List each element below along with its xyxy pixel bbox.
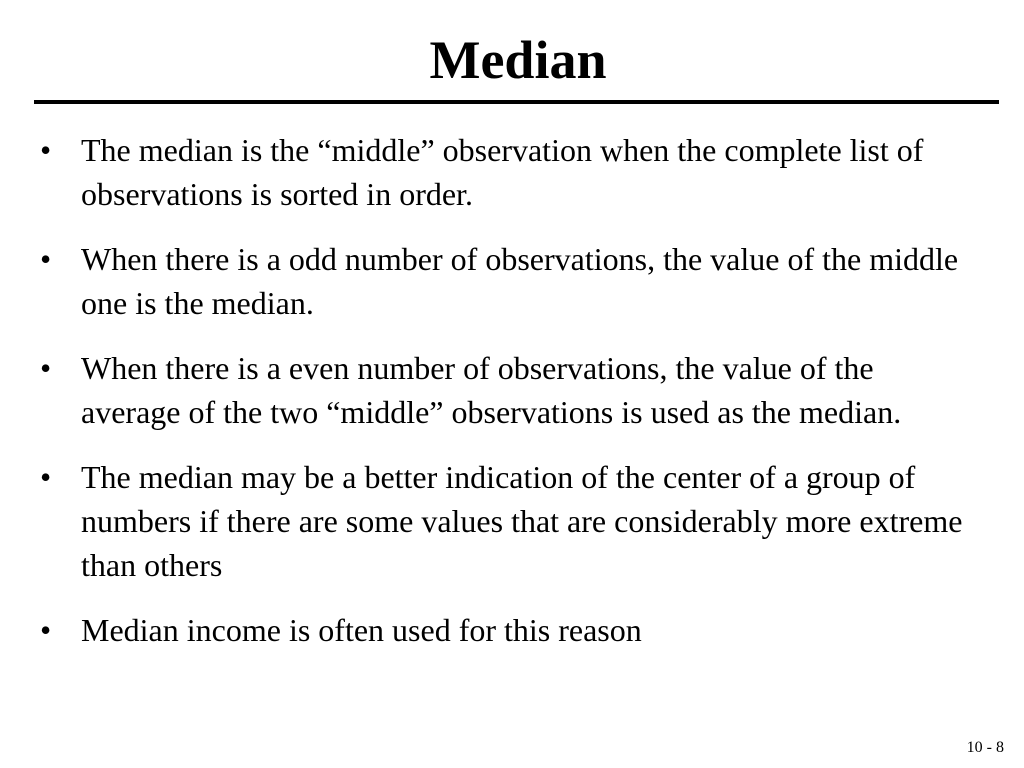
bullet-item-4 bbox=[40, 455, 980, 587]
bullet-item-2 bbox=[40, 237, 980, 325]
bullet-item-1 bbox=[40, 128, 980, 216]
bullet-dot-icon: • bbox=[40, 459, 52, 495]
bullet-text: The median may be a better indication of the center of a group of numbers if there are some values that are considerably more extreme than others bbox=[81, 459, 963, 583]
bullet-item-3 bbox=[40, 346, 980, 434]
title-divider bbox=[34, 100, 999, 104]
bullet-text: When there is a odd number of observations, the value of the middle one is the median. bbox=[81, 241, 959, 321]
bullet-dot-icon: • bbox=[40, 350, 52, 386]
bullet-text: Median income is often used for this reason bbox=[81, 612, 642, 648]
bullet-dot-icon: • bbox=[40, 132, 52, 168]
bullet-item-5 bbox=[40, 608, 980, 652]
page-number: 10 - 8 bbox=[966, 739, 1004, 756]
bullet-dot-icon: • bbox=[40, 612, 52, 648]
bullet-text: The median is the “middle” observation when the complete list of observations is sorted in order. bbox=[81, 132, 924, 212]
bullet-dot-icon: • bbox=[40, 241, 52, 277]
slide-title: Median bbox=[429, 30, 607, 90]
bullet-list bbox=[40, 128, 980, 673]
bullet-text: When there is a even number of observations, the value of the average of the two “middle” observations is used as the median. bbox=[81, 350, 902, 430]
